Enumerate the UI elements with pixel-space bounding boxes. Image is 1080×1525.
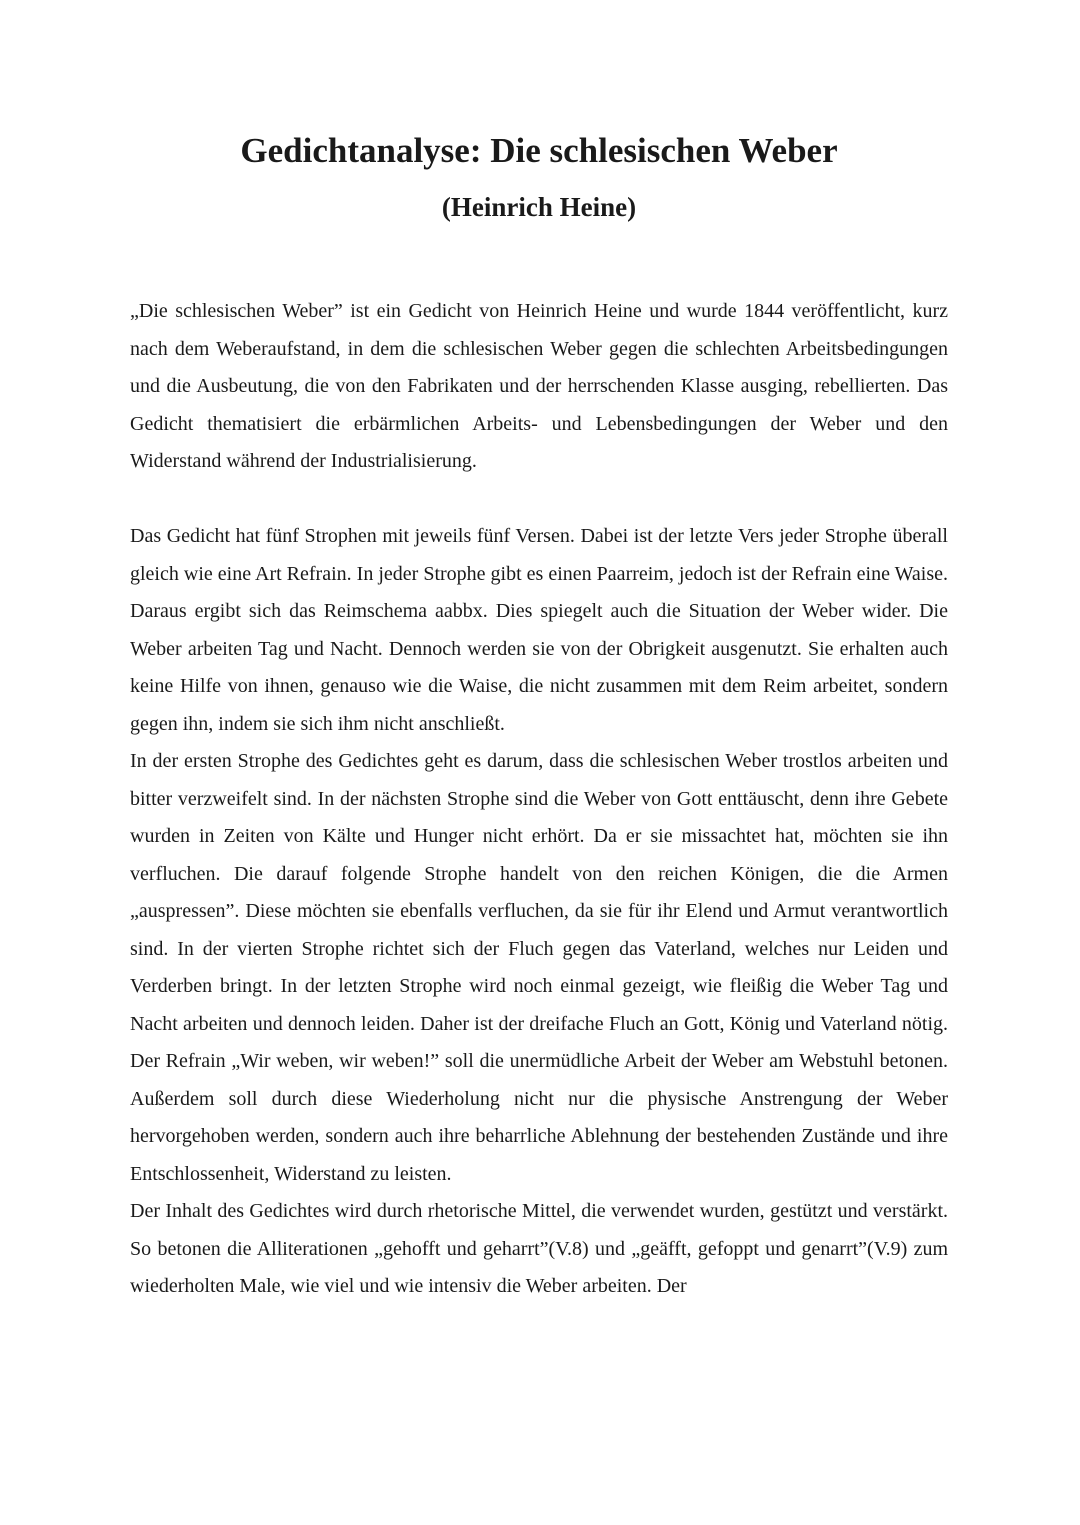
paragraph-content: In der ersten Strophe des Gedichtes geht es darum, dass die schlesischen Weber trostlos arbeiten und bitter verzweifelt sind. In der nächsten Strophe sind die Weber von Gott enttäuscht, denn ihre Gebete wurden in Zeiten von Kälte und Hunger nicht erhört. Da er sie missachtet hat, möchten sie ihn verfluchen. Die darauf folgende Strophe handelt von den reichen Königen, die die Armen „auspressen”. Diese möchten sie ebenfalls verfluchen, da sie für ihr Elend und Armut verantwortlich sind. In der vierten Strophe richtet sich der Fluch gegen das Vaterland, welches nur Leiden und Verderben bringt. In der letzten Strophe wird noch einmal gezeigt, wie fleißig die Weber Tag und Nacht arbeiten und dennoch leiden. Daher ist der dreifache Fluch an Gott, König und Vaterland nötig. Der Refrain „Wir weben, wir weben!” soll die unermüdliche Arbeit der Weber am Webstuhl betonen. Außerdem soll durch diese Wiederholung nicht nur die physische Anstrengung der Weber hervorgehoben werden, sondern auch ihre beharrliche Ablehnung der bestehenden Zustände und ihre Entschlossenheit, Widerstand zu leisten. — [130, 750, 948, 1185]
document-body — [130, 293, 948, 1306]
paragraph-intro: „Die schlesischen Weber” ist ein Gedicht von Heinrich Heine und wurde 1844 veröffentlicht, kurz nach dem Weberaufstand, in dem die schlesischen Weber gegen die schlechten Arbeitsbedingungen und die Ausbeutung, die von den Fabrikaten und der herrschenden Klasse ausging, rebellierten. Das Gedicht thematisiert die erbärmlichen Arbeits- und Lebensbedingungen der Weber und den Widerstand während der Industrialisierung. — [130, 300, 948, 472]
page-subtitle: (Heinrich Heine) — [441, 192, 637, 222]
page-title: Gedichtanalyse: Die schlesischen Weber — [240, 131, 838, 170]
paragraph-rhetoric: Der Inhalt des Gedichtes wird durch rhetorische Mittel, die verwendet wurden, gestützt und verstärkt. So betonen die Alliterationen „gehofft und geharrt”(V.8) und „geäfft, gefoppt und genarrt”(V.9) zum wiederholten Male, wie viel und wie intensiv die Weber arbeiten. Der — [130, 1200, 948, 1297]
paragraph-form: Das Gedicht hat fünf Strophen mit jeweils fünf Versen. Dabei ist der letzte Vers jeder Strophe überall gleich wie eine Art Refrain. In jeder Strophe gibt es einen Paarreim, jedoch ist der Refrain eine Waise. Daraus ergibt sich das Reimschema aabbx. Dies spiegelt auch die Situation der Weber wider. Die Weber arbeiten Tag und Nacht. Dennoch werden sie von der Obrigkeit ausgenutzt. Sie erhalten auch keine Hilfe von ihnen, genauso wie die Waise, die nicht zusammen mit dem Reim arbeitet, sondern gegen ihn, indem sie sich ihm nicht anschließt. — [130, 525, 948, 735]
